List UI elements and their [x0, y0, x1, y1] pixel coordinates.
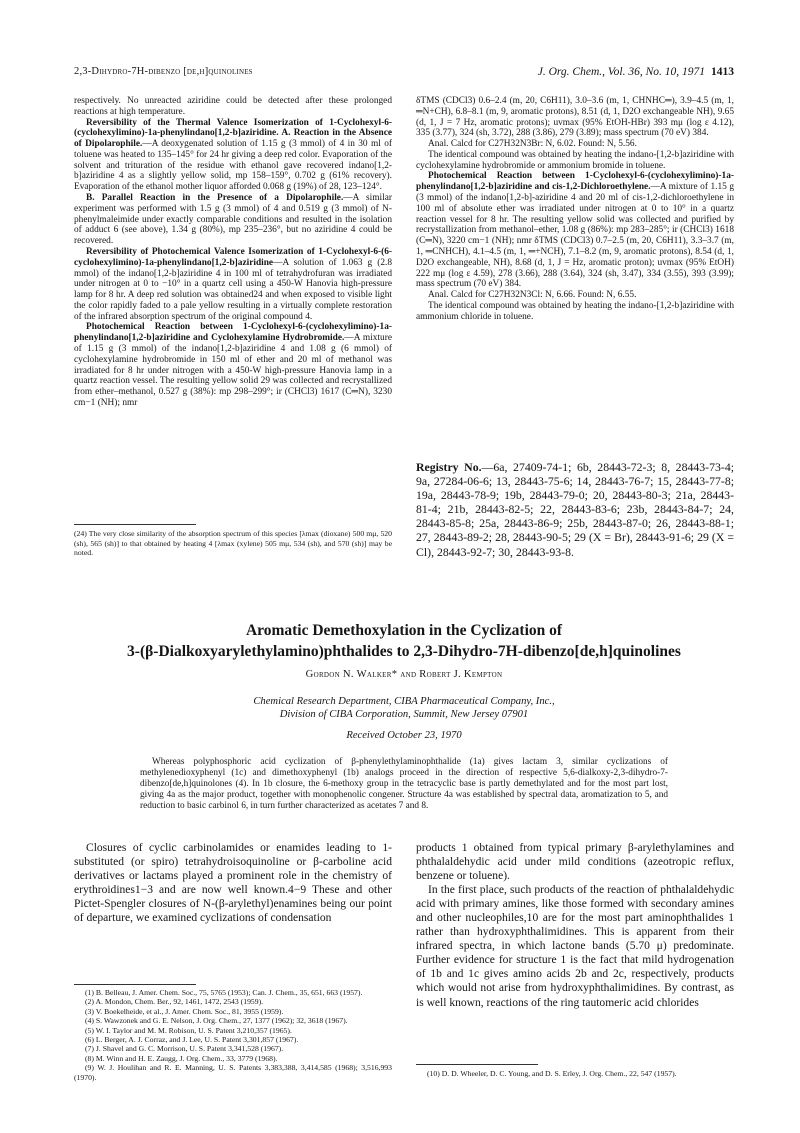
- body-right-column: [416, 841, 734, 1010]
- footnote: (6) L. Berger, A. J. Corraz, and J. Lee, U. S. Patent 3,301,857 (1967).: [85, 1035, 299, 1045]
- paragraph-text: —A solution of 1.063 g (2.8 mmol) of the indano[1,2-b]aziridine 4 in 100 ml of tetrahydrofuran was irradiated under nitrogen at 0 to −10° in a quartz cell using a 450-W Hanovia high-pressure lamp for 8 hr. A deep red solution was obtained24 and when exposed to visible light the color rapidly faded to a pale yellow resulting in a virtually complete restoration of the infrared absorption spectrum of the original compound 4.: [74, 257, 392, 322]
- paragraph: [74, 193, 392, 247]
- paragraph-text: —A deoxygenated solution of 1.15 g (3 mmol) of 4 in 30 ml of toluene was heated to 135–145° for 24 hr giving a deep red color. Evaporation of the solvent and trituration of the residue with ethanol gave recovered indano[1,2-b]aziridine 4 as a slightly yellow solid, mp 158–159°, 0.702 g (61% recovery). Evaporation of the ethanol mother liquor afforded 0.068 g (19%) of 28, 123–124°.: [74, 139, 392, 193]
- paragraph-text: —A mixture of 1.15 g (3 mmol) of the indano[1,2-b]-aziridine 4 and 20 ml of cis-1,2-dichloroethylene in 100 ml of absolute ether was irradiated under nitrogen at 0 to 10° in a quartz reaction vessel for 8 hr. The resulting yellow solid was collected and purified by recrystallization from methanol–ether, 1.08 g (86%): mp 283–285°; ir (CHCl3) 1618 (C═N), 3220 cm−1 (NH); nmr δTMS (CDCl3) 0.7–2.5 (m, 20, C6H11), 3.3–3.7 (m, 1, ═CNHCH), 4.1–4.5 (m, 1, ═+NCH), 7.1–8.2 (m, 9, aromatic protons), 8.54 (d, 1, D2O exchangeable, NH), 8.68 (d, 1, J = Hz, aromatic proton); uvmax (95% EtOH) 222 mμ (log ε 4.59), 278 (3.66), 288 (3.64), 324 (sh, 3.47), 334 (3.55), 393 (3.99); mass spectrum (70 eV) 384.: [416, 182, 734, 290]
- previous-article-left-column: [74, 96, 392, 409]
- body-left-column: [74, 841, 392, 925]
- paragraph: [74, 96, 392, 118]
- running-title: 2,3-Dihydro-7H-dibenzo [de,h]quinolines: [74, 66, 253, 77]
- paragraph-text: —A mixture of 1.15 g (3 mmol) of the indano[1,2-b]aziridine 4 and 1.08 g (6 mmol) of cyclohexylamine hydrobromide in 150 ml of ether and 20 ml of methanol was irradiated for 8 hr under nitrogen with a 450-W high-pressure Hanovia lamp in a quartz reaction vessel. The resulting yellow solid 29 was collected and recrystallized from ether–methanol, 0.527 g (38%): mp 298–299°; ir (CHCl3) 1617 (C═N), 3230 cm−1 (NH); nmr: [74, 333, 392, 408]
- page-number: 1413: [711, 66, 734, 78]
- footnote: (9) W. J. Houlihan and R. E. Manning, U. S. Patents 3,383,388, 3,414,585 (1968); 3,516,993 (1970).: [74, 1063, 392, 1082]
- affiliation-line-1: Chemical Research Department, CIBA Pharmaceutical Company, Inc.,: [253, 696, 555, 707]
- footnotes-right: [416, 1069, 734, 1078]
- title-line-1: Aromatic Demethoxylation in the Cyclization of: [245, 622, 563, 639]
- paragraph: [74, 247, 392, 322]
- title-line-2: 3-(β-Dialkoxyarylethylamino)phthalides to 2,3-Dihydro-7H-dibenzo[de,h]quinolines: [127, 643, 681, 660]
- article-title: [74, 620, 734, 662]
- footnote: (3) V. Boekelheide, et al., J. Amer. Chem. Soc., 81, 3955 (1959).: [85, 1006, 284, 1016]
- running-head: [74, 66, 734, 82]
- analysis-line: [416, 139, 734, 150]
- footnotes-left: [74, 988, 392, 1082]
- paragraph: [74, 322, 392, 408]
- registry-label: Registry No.: [416, 460, 482, 474]
- journal-name: J. Org. Chem., Vol. 36, No. 10, 1971: [537, 66, 705, 78]
- affiliation: [74, 695, 734, 721]
- paragraph: [416, 96, 734, 139]
- footnote: (7) J. Shavel and G. C. Morrison, U. S. Patent 3,341,528 (1967).: [85, 1044, 284, 1054]
- section-heading: Reversibility of the Thermal Valence Isomerization of 1-Cyclohexyl-6-(cyclohexylimino)-1a-phenylindano[1,2-b]aziridine. A. Reaction in the Absence of Dipolarophile.: [74, 117, 392, 150]
- paragraph-text: —A similar experiment was performed with 1.5 g (3 mmol) of 4 and 0.519 g (3 mmol) of N-phenylmaleimide under exactly comparable conditions and resulted in the isolation of adduct 6 (see above), 1.34 g (80%), mp 235–236°, but no aziridine 4 could be recovered.: [74, 193, 392, 247]
- section-heading: B. Parallel Reaction in the Presence of a Dipolarophile.: [86, 193, 344, 204]
- body-paragraph: In the first place, such products of the reaction of phthalaldehydic acid with primary amines, like those formed with secondary amines and other nucleophiles,10 are for the most part aminophthalides 1 rather than hydroxyphthalimidines. This is apparent from their infrared spectra, in which lactone bands (5.70 μ) predominate. Further evidence for structure 1 is the fact that mild hydrogenation of 1b and 1c gives amino acids 2b and 2c, respectively, products which would not arise from hydroxyphthalimidines. By contrast, as is well known, reactions of the ring tautomeric acid chlorides: [416, 884, 734, 1009]
- footnote-divider: [74, 524, 196, 525]
- affiliation-line-2: Division of CIBA Corporation, Summit, New Jersey 07901: [279, 709, 529, 721]
- footnote-divider: [74, 984, 196, 985]
- paragraph-text: The identical compound was obtained by heating the indano-[1,2-b]aziridine with cyclohexylamine hydrobromide or ammonium bromide in toluene.: [416, 149, 734, 171]
- paragraph-text: δTMS (CDCl3) 0.6–2.4 (m, 20, C6H11), 3.0–3.6 (m, 1, CHNHC═), 3.9–4.5 (m, 1, ═N+CH), 6.8–8.1 (m, 9, aromatic protons), 8.51 (d, 1, D2O exchangeable NH), 9.65 (d, 1, J = 7 Hz, aromatic protons); uvmax (95% EtOH-HBr) 393 mμ (log ε 4.12), 335 (3.77), 324 (sh, 3.72), 288 (3.86), 279 (3.89); mass spectrum (70 eV) 384.: [416, 96, 734, 139]
- paragraph-text: respectively. No unreacted aziridine could be detected after these prolonged reactions at high temperature.: [74, 96, 392, 117]
- paragraph: [416, 171, 734, 290]
- footnote: (10) D. D. Wheeler, D. C. Young, and D. S. Erley, J. Org. Chem., 22, 547 (1957).: [427, 1069, 677, 1078]
- paragraph: [416, 301, 734, 323]
- registry-numbers: [416, 460, 734, 559]
- footnote: (8) M. Winn and H. E. Zaugg, J. Org. Chem., 33, 3779 (1968).: [85, 1053, 278, 1063]
- received-date: Received October 23, 1970: [346, 730, 462, 741]
- paragraph-text: The identical compound was obtained by heating the indano-[1,2-b]aziridine with ammonium chloride in toluene.: [416, 300, 734, 322]
- footnote: (5) W. I. Taylor and M. M. Robison, U. S. Patent 3,210,357 (1965).: [85, 1025, 292, 1035]
- abstract: Whereas polyphosphoric acid cyclization of β-phenylethylaminophthalide (1a) gives lactam 3, similar cyclizations of methylenedioxyphenyl (1c) and dimethoxyphenyl (1b) analogs proceed in the direction of respective 5,6-dialkoxy-2,3-dihydro-7-dibenzo[de,h]quinolones (4). In 1b closure, the 6-methoxy group in the tetracyclic base is partly demethylated and for the most part lost, giving 4a as the major product, together with monophenolic congener. Structure 4a was established by spectral data, aromatization to 5, and reduction to basic carbinol 6, in turn further characterized as acetates 7 and 8.: [140, 757, 668, 811]
- paragraph-text: Anal. Calcd for C27H32N3Cl: N, 6.66. Found: N, 6.55.: [428, 290, 637, 301]
- footnote: (1) B. Belleau, J. Amer. Chem. Soc., 75, 5765 (1953); Can. J. Chem., 35, 651, 663 (1957).: [85, 988, 363, 997]
- section-heading: Reversibility of Photochemical Valence Isomerization of 1-Cyclohexyl-6-(6-cyclohexylimino)-1a-phenylindano[1,2-b]aziridine: [74, 246, 392, 268]
- footnote-divider: [416, 1064, 538, 1065]
- analysis-line: [416, 290, 734, 301]
- body-paragraph: products 1 obtained from typical primary β-arylethylamines and phthalaldehydic acid under mild conditions (azeotropic reflux, benzene or toluene).: [416, 842, 734, 883]
- footnote: (2) A. Mondon, Chem. Ber., 92, 1461, 1472, 2543 (1959).: [85, 997, 264, 1007]
- paragraph: [416, 150, 734, 172]
- paragraph: [74, 118, 392, 193]
- section-heading: Photochemical Reaction between 1-Cyclohexyl-6-(cyclohexylimino)-1a-phenylindano[1,2-b]aziridine and Cyclohexylamine Hydrobromide.: [74, 322, 392, 344]
- body-paragraph: Closures of cyclic carbinolamides or enamides leading to 1-substituted (or spiro) tetrahydroisoquinoline or β-carboline acid derivatives or lactams played a prominent role in the chemistry of erythroidines1−3 and are now well known.4−9 These and other Pictet-Spengler closures of N-(β-arylethyl)enamines being our point of departure, we examined cyclizations of condensation: [74, 842, 392, 925]
- footnote: (4) S. Wawzonek and G. E. Nelson, J. Org. Chem., 27, 1377 (1962); 32, 3618 (1967).: [85, 1016, 348, 1026]
- footnote-24: (24) The very close similarity of the absorption spectrum of this species [λmax (dioxane) 500 mμ, 520 (sh), 565 (sh)] to that obtained by heating 4 [λmax (xylene) 505 mμ, 534 (sh), and 570 (sh)] may be noted.: [74, 529, 392, 558]
- registry-text: —6a, 27409-74-1; 6b, 28443-72-3; 8, 28443-73-4; 9a, 27284-06-6; 13, 28443-75-6; 14, 28443-76-7; 15, 28443-77-8; 19a, 28443-78-9; 19b, 28443-79-0; 20, 28443-80-3; 21a, 28443-81-4; 21b, 28443-82-5; 22, 28443-83-6; 23b, 28443-84-7; 24, 28443-85-8; 25a, 28443-86-9; 25b, 28443-87-0; 26, 28443-88-1; 27, 28443-89-2; 28, 28443-90-5; 29 (X = Br), 28443-91-6; 29 (X = Cl), 28443-92-7; 30, 28443-93-8.: [416, 460, 735, 559]
- author-list: Gordon N. Walker* and Robert J. Kempton: [305, 669, 503, 680]
- journal-citation: [538, 66, 734, 78]
- previous-article-right-column: [416, 96, 734, 322]
- paragraph-text: Anal. Calcd for C27H32N3Br: N, 6.02. Found: N, 5.56.: [428, 139, 637, 150]
- section-heading: Photochemical Reaction between 1-Cyclohexyl-6-(cyclohexylimino)-1a-phenylindano[1,2-b]aziridine and cis-1,2-Dichloroethylene.: [416, 171, 734, 193]
